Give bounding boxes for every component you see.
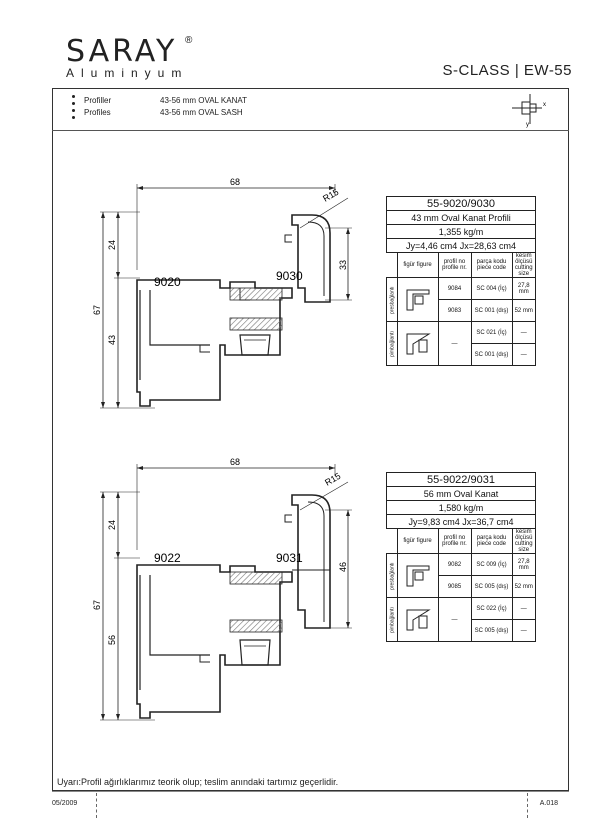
col-head-size: kesim ölçüsü cutting size bbox=[512, 529, 536, 554]
brand-subtitle: Aluminyum bbox=[66, 66, 189, 80]
footer-page: A.018 bbox=[539, 800, 558, 807]
footer-divider bbox=[52, 791, 569, 792]
table-row-code: SC 009 (İç) bbox=[471, 554, 512, 576]
header-divider bbox=[52, 130, 569, 131]
axis-cross-icon bbox=[508, 92, 548, 128]
col-head-code: parça kodu piece code bbox=[471, 253, 512, 278]
table-row-size: 52 mm bbox=[512, 300, 536, 322]
table-row-profile: 9085 bbox=[438, 576, 471, 598]
spec-table-2 bbox=[386, 472, 536, 642]
table-row-size: — bbox=[512, 598, 536, 620]
figure-pin-icon bbox=[397, 598, 438, 642]
col-head-size: kesim ölçüsü cutting size bbox=[512, 253, 536, 278]
table-row-code: SC 001 (dış) bbox=[471, 344, 512, 366]
table-row-profile: 9082 bbox=[438, 554, 471, 576]
weight-warning: Uyarı:Profil ağırlıklarımız teorik olup; teslim anındaki tartımız geçerlidir. bbox=[57, 777, 339, 787]
series-title: S-CLASS | EW-55 bbox=[442, 62, 572, 79]
figure-press-icon bbox=[397, 278, 438, 322]
profile-label-right: 9030 bbox=[276, 269, 303, 283]
col-head-figure: figür figure bbox=[397, 253, 438, 278]
group-press: presbağlantı bbox=[387, 278, 398, 322]
figure-pin-icon bbox=[397, 322, 438, 366]
table-row-size: 27,8 mm bbox=[512, 278, 536, 300]
footer-separator-left bbox=[96, 793, 97, 818]
profile-label-left: 9020 bbox=[154, 275, 181, 289]
dim-width: 68 bbox=[230, 177, 241, 187]
dim-top-height: 24 bbox=[107, 519, 117, 530]
registered-mark: ® bbox=[185, 35, 193, 46]
axis-y-label: y bbox=[526, 122, 529, 128]
col-head-figure: figür figure bbox=[397, 529, 438, 554]
group-pin: pimbağlantı bbox=[387, 322, 398, 366]
table-row-code: SC 021 (İç) bbox=[471, 322, 512, 344]
profiles-value-en: 43-56 mm OVAL SASH bbox=[160, 108, 243, 117]
footer-separator-right bbox=[527, 793, 528, 818]
spec-title: 55-9022/9031 bbox=[387, 473, 536, 487]
dim-bottom-height: 56 bbox=[107, 634, 117, 645]
brand-logo: SARAY bbox=[66, 34, 178, 69]
table-row-code: SC 005 (dış) bbox=[471, 576, 512, 598]
figure-press-icon bbox=[397, 554, 438, 598]
spec-name: 43 mm Oval Kanat Profili bbox=[387, 211, 536, 225]
profile-drawing-9020-9030 bbox=[80, 170, 380, 420]
table-row-profile: 9083 bbox=[438, 300, 471, 322]
spec-inertia: Jy=9,83 cm4 Jx=36,7 cm4 bbox=[387, 515, 536, 529]
spec-inertia: Jy=4,46 cm4 Jx=28,63 cm4 bbox=[387, 239, 536, 253]
dim-top-height: 24 bbox=[107, 239, 117, 250]
col-head-profile: profil no profile nr. bbox=[438, 529, 471, 554]
group-press: presbağlantı bbox=[387, 554, 398, 598]
group-pin: pimbağlantı bbox=[387, 598, 398, 642]
table-row-size: 52 mm bbox=[512, 576, 536, 598]
table-row-profile: 9084 bbox=[438, 278, 471, 300]
spec-name: 56 mm Oval Kanat bbox=[387, 487, 536, 501]
dim-radius: R15 bbox=[321, 186, 341, 204]
table-row-code: SC 005 (dış) bbox=[471, 620, 512, 642]
table-row-size: — bbox=[512, 322, 536, 344]
profiles-label-tr: Profiller bbox=[84, 96, 112, 105]
table-row-size: — bbox=[512, 620, 536, 642]
bullet-dots-icon bbox=[72, 95, 75, 123]
dim-total-height: 67 bbox=[92, 599, 102, 610]
profile-label-left: 9022 bbox=[154, 551, 181, 565]
table-row-size: 27,8 mm bbox=[512, 554, 536, 576]
footer-date: 05/2009 bbox=[52, 800, 78, 807]
table-row-code: SC 004 (İç) bbox=[471, 278, 512, 300]
col-head-code: parça kodu piece code bbox=[471, 529, 512, 554]
profile-drawing-9022-9031 bbox=[80, 450, 380, 730]
dim-radius: R15 bbox=[323, 470, 343, 488]
table-row-profile: — bbox=[438, 322, 471, 366]
spec-table-1 bbox=[386, 196, 536, 366]
col-head-profile: profil no profile nr. bbox=[438, 253, 471, 278]
table-row-profile: — bbox=[438, 598, 471, 642]
dim-bottom-height: 43 bbox=[107, 334, 117, 345]
dim-sash-height: 33 bbox=[338, 259, 348, 270]
dim-total-height: 67 bbox=[92, 304, 102, 315]
spec-title: 55-9020/9030 bbox=[387, 197, 536, 211]
spec-weight: 1,580 kg/m bbox=[387, 501, 536, 515]
profiles-label-en: Profiles bbox=[84, 108, 111, 117]
axis-x-label: x bbox=[543, 102, 546, 108]
profile-label-right: 9031 bbox=[276, 551, 303, 565]
dim-width: 68 bbox=[230, 457, 241, 467]
table-row-code: SC 022 (İç) bbox=[471, 598, 512, 620]
dim-sash-height: 46 bbox=[338, 561, 348, 572]
profiles-value-tr: 43-56 mm OVAL KANAT bbox=[160, 96, 247, 105]
table-row-size: — bbox=[512, 344, 536, 366]
spec-weight: 1,355 kg/m bbox=[387, 225, 536, 239]
table-row-code: SC 001 (dış) bbox=[471, 300, 512, 322]
